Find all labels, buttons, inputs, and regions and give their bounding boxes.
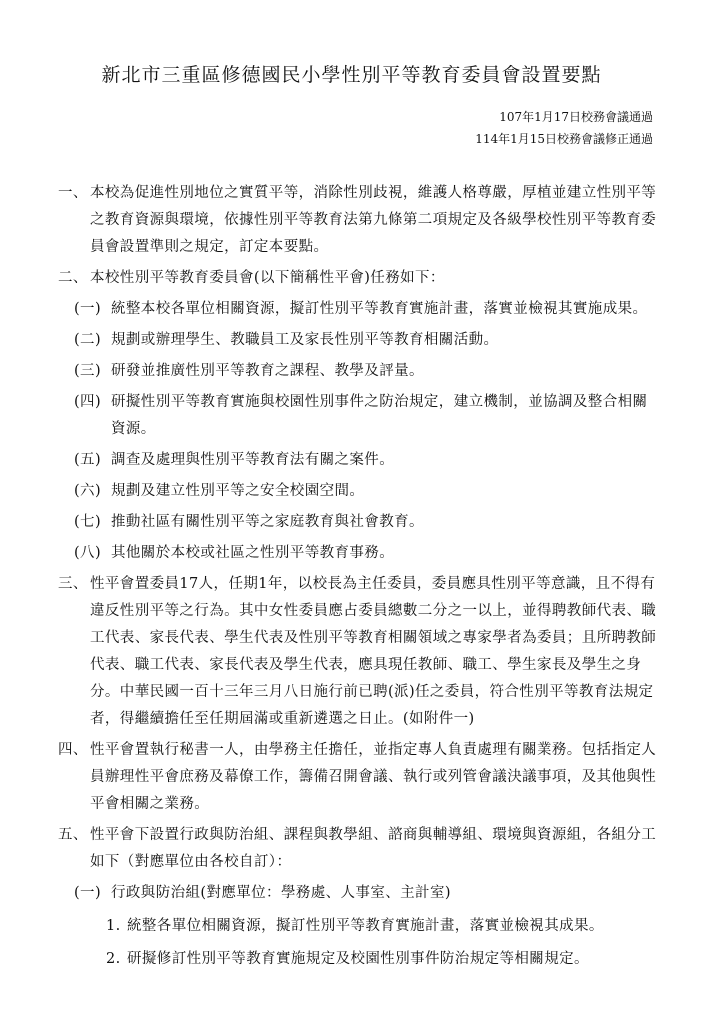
document-title: 新北市三重區修德國民小學性別平等教育委員會設置要點 [101, 64, 602, 86]
subitem-text: 研擬修訂性別平等教育實施規定及校園性別事件防治規定等相關規定。 [127, 951, 589, 967]
clause-text: 研發並推廣性別平等教育之課程、教學及評量。 [111, 363, 424, 379]
article-2-clause-4 [74, 389, 658, 443]
clause-text: 規劃或辦理學生、教職員工及家長性別平等教育相關活動。 [111, 332, 499, 348]
article-2-clause-8 [74, 540, 658, 567]
article-1 [58, 180, 658, 261]
clause-text: 規劃及建立性別平等之安全校園空間。 [111, 483, 365, 499]
article-number: 二、 [58, 270, 88, 286]
article-2 [58, 265, 658, 292]
article-2-clause-1 [74, 296, 658, 323]
article-5-clause-1 [74, 880, 658, 907]
article-2-clause-7 [74, 509, 658, 536]
article-number: 一、 [58, 185, 88, 201]
article-2-clause-3 [74, 358, 658, 385]
article-2-clause-6 [74, 478, 658, 505]
article-text: 本校性別平等教育委員會(以下簡稱性平會)任務如下： [90, 270, 445, 286]
approval-date-1: 107年1月17日校務會議通過 [499, 110, 653, 124]
article-number: 四、 [58, 742, 88, 758]
article-text: 性平會置委員17人，任期1年，以校長為主任委員，委員應具性別平等意識，且不得有違反性別平等之行為。其中女性委員應占委員總數二分之一以上，並得聘教師代表、職工代表、家長代表、學生代表及性別平等教育相關領域之專家學者為委員；且所聘教師代表、職工代表、家長代表及學生代表，應具現任教師、職工、學生家長及學生之身分。中華民國一百十三年三月八日施行前已聘(派)任之委員，符合性別平等教育法規定者，得繼續擔任至任期屆滿或重新遴選之日止。(如附件一) [90, 576, 657, 727]
article-5-clause-1-item-1 [106, 913, 658, 940]
document-body [58, 180, 658, 973]
clause-number: (五) [74, 452, 102, 468]
approval-date-2: 114年1月15日校務會議修正通過 [475, 132, 653, 146]
clause-number: (七) [74, 514, 102, 530]
clause-text: 推動社區有關性別平等之家庭教育與社會教育。 [111, 514, 424, 530]
clause-text: 調查及處理與性別平等教育法有關之案件。 [111, 452, 395, 468]
clause-number: (一) [74, 301, 102, 317]
article-number: 三、 [58, 576, 88, 592]
clause-number: (一) [74, 885, 102, 901]
article-4 [58, 737, 658, 818]
article-2-clause-2 [74, 327, 658, 354]
clause-text: 其他關於本校或社區之性別平等教育事務。 [111, 545, 395, 561]
subitem-number: 2. [106, 951, 121, 967]
article-text: 性平會置執行秘書一人，由學務主任擔任，並指定專人負責處理有關業務。包括指定人員辦理性平會庶務及幕僚工作，籌備召開會議、執行或列管會議決議事項，及其他與性平會相關之業務。 [90, 742, 657, 812]
clause-number: (八) [74, 545, 102, 561]
article-number: 五、 [58, 827, 88, 843]
clause-text: 行政與防治組(對應單位：學務處、人事室、主計室) [111, 885, 451, 901]
article-3 [58, 571, 658, 733]
article-2-clause-5 [74, 447, 658, 474]
article-text: 性平會下設置行政與防治組、課程與教學組、諮商與輔導組、環境與資源組，各組分工如下（對應單位由各校自訂）： [90, 827, 657, 870]
article-5-clause-1-item-2 [106, 946, 658, 973]
subitem-number: 1. [106, 918, 121, 934]
clause-number: (四) [74, 394, 102, 410]
clause-number: (三) [74, 363, 102, 379]
clause-number: (六) [74, 483, 102, 499]
subitem-text: 統整各單位相關資源，擬訂性別平等教育實施計畫，落實並檢視其成果。 [127, 918, 604, 934]
clause-text: 研擬性別平等教育實施與校園性別事件之防治規定，建立機制，並協調及整合相關資源。 [111, 394, 648, 437]
approval-dates [475, 106, 653, 150]
article-text: 本校為促進性別地位之實質平等，消除性別歧視，維護人格尊嚴，厚植並建立性別平等之教育資源與環境，依據性別平等教育法第九條第二項規定及各級學校性別平等教育委員會設置準則之規定，訂定本要點。 [90, 185, 657, 255]
article-5 [58, 822, 658, 876]
clause-text: 統整本校各單位相關資源，擬訂性別平等教育實施計畫，落實並檢視其實施成果。 [111, 301, 648, 317]
clause-number: (二) [74, 332, 102, 348]
